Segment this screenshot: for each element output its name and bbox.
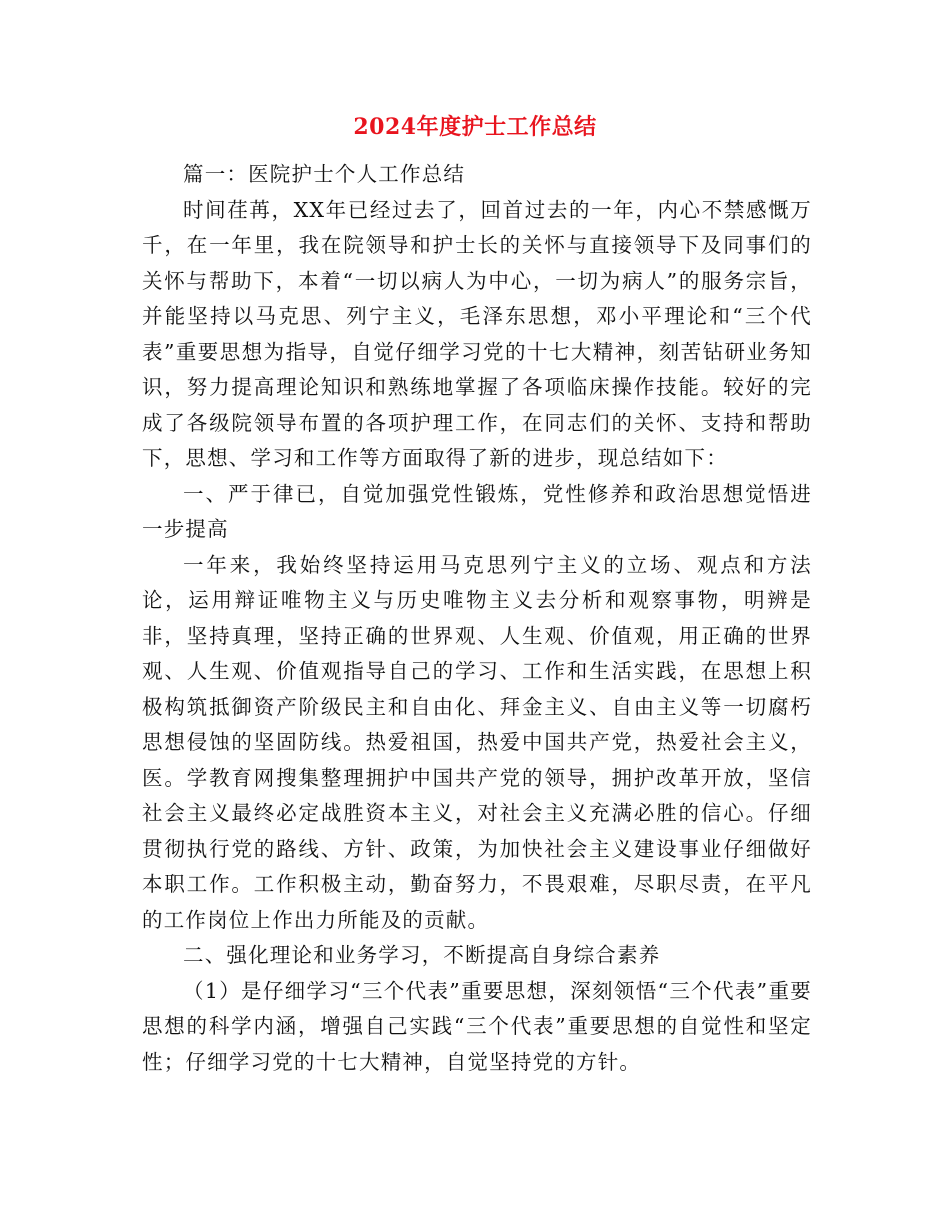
section-heading-part-one: 篇一：医院护士个人工作总结 [183,162,466,186]
section-heading-two: 二、强化理论和业务学习，不断提高自身综合素养 [183,943,661,967]
body-paragraph: （1）是仔细学习“三个代表”重要思想，深刻领悟“三个代表”重要思想的科学内涵，增强自己实践“三个代表”重要思想的自觉性和坚定性；仔细学习党的十七大精神，自觉坚持党的方针。 [142,978,812,1074]
document-body [142,157,812,1080]
body-paragraph: 一年来，我始终坚持运用马克思列宁主义的立场、观点和方法论，运用辩证唯物主义与历史唯物主义去分析和观察事物，明辨是非，坚持真理，坚持正确的世界观、人生观、价值观，用正确的世界观、人生观、价值观指导自己的学习、工作和生活实践，在思想上积极构筑抵御资产阶级民主和自由化、拜金主义、自由主义等一切腐朽思想侵蚀的坚固防线。热爱祖国，热爱中国共产党，热爱社会主义，医。学教育网搜集整理拥护中国共产党的领导，拥护改革开放，坚信社会主义最终必定战胜资本主义，对社会主义充满必胜的信心。仔细贯彻执行党的路线、方针、政策，为加快社会主义建设事业仔细做好本职工作。工作积极主动，勤奋努力，不畏艰难，尽职尽责，在平凡的工作岗位上作出力所能及的贡献。 [142,552,812,932]
body-paragraph: 时间荏苒，XX年已经过去了，回首过去的一年，内心不禁感慨万千，在一年里，我在院领导和护士长的关怀与直接领导下及同事们的关怀与帮助下，本着“一切以病人为中心，一切为病人”的服务宗旨，并能坚持以马克思、列宁主义，毛泽东思想，邓小平理论和“三个代表”重要思想为指导，自觉仔细学习党的十七大精神，刻苦钻研业务知识，努力提高理论知识和熟练地掌握了各项临床操作技能。较好的完成了各级院领导布置的各项护理工作，在同志们的关怀、支持和帮助下，思想、学习和工作等方面取得了新的进步，现总结如下： [142,197,812,470]
document-title: 2024年度护士工作总结 [353,114,597,140]
section-heading-one: 一、严于律已，自觉加强党性锻炼，党性修养和政治思想觉悟进一步提高 [142,481,812,541]
